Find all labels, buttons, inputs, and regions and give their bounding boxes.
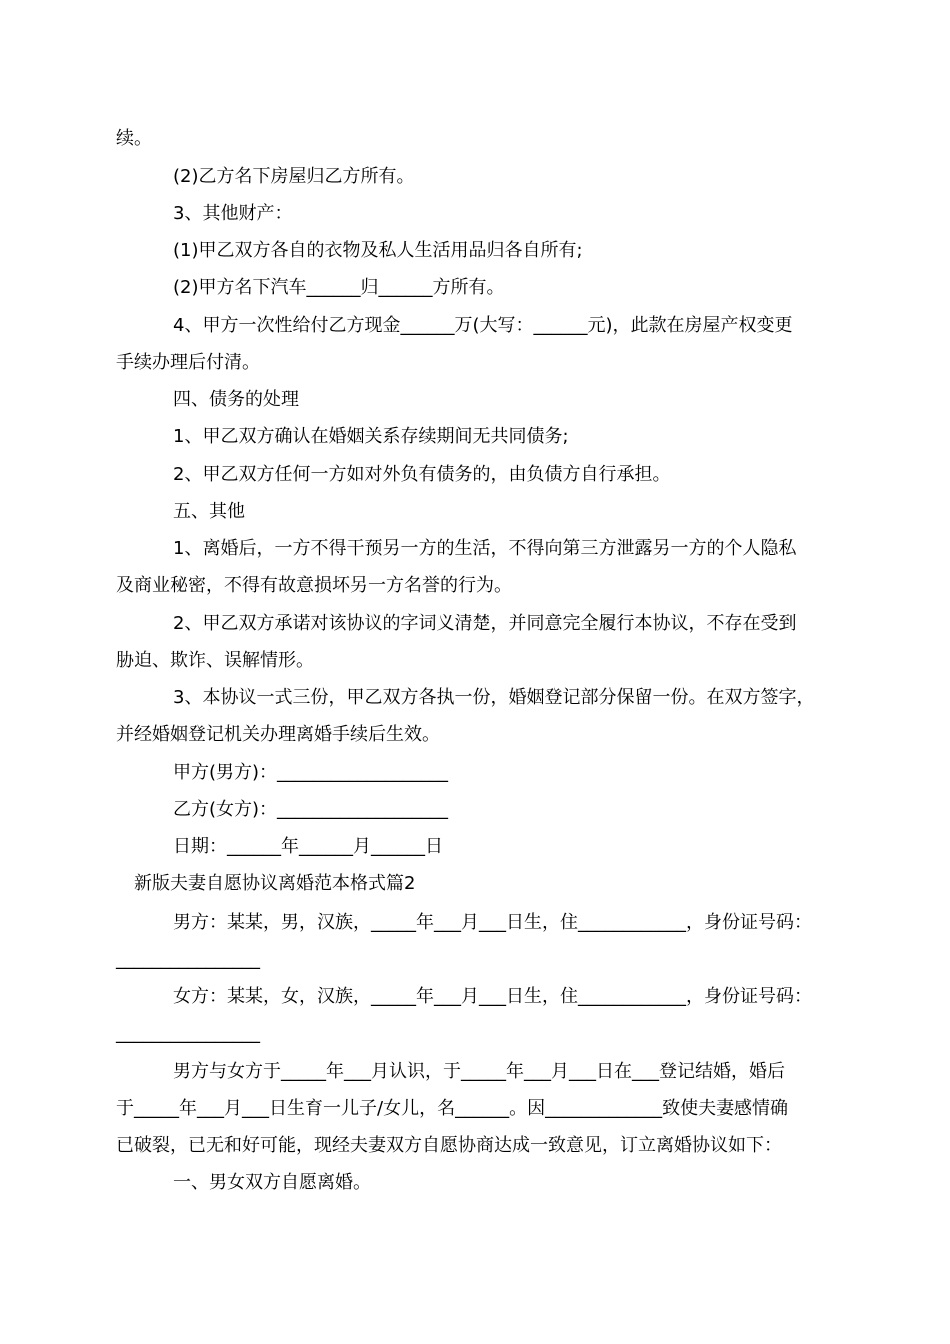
paragraph-line: 男方：某某，男，汉族，_____年___月___日生，住____________，身份证号码： xyxy=(173,912,812,933)
paragraph-line: 1、甲乙双方确认在婚姻关系存续期间无共同债务; xyxy=(173,426,569,447)
signature-line-party-a: 甲方(男方)：___________________ xyxy=(173,762,449,783)
paragraph-line: 并经婚姻登记机关办理离婚手续后生效。 xyxy=(116,724,440,745)
paragraph-line: 及商业秘密，不得有故意损坏另一方名誉的行为。 xyxy=(116,575,512,596)
paragraph-line: 4、甲方一次性给付乙方现金______万(大写：______元)，此款在房屋产权变更 xyxy=(173,315,793,336)
section-heading: 3、其他财产： xyxy=(173,203,293,224)
signature-line-party-b: 乙方(女方)：___________________ xyxy=(173,799,449,820)
paragraph-line: 于_____年___月___日生育一儿子/女儿，名______。因_____________致使夫妻感情确 xyxy=(116,1098,789,1119)
paragraph-line: 1、离婚后，一方不得干预另一方的生活，不得向第三方泄露另一方的个人隐私 xyxy=(173,538,797,559)
paragraph-line: 2、甲乙双方任何一方如对外负有债务的，由负债方自行承担。 xyxy=(173,464,671,485)
section-heading: 一、男女双方自愿离婚。 xyxy=(173,1172,371,1193)
paragraph-line: 女方：某某，女，汉族，_____年___月___日生，住____________，身份证号码： xyxy=(173,986,812,1007)
paragraph-line: 男方与女方于_____年___月认识，于_____年___月___日在___登记结婚，婚后 xyxy=(173,1061,785,1082)
paragraph-line: 2、甲乙双方承诺对该协议的字词义清楚，并同意完全履行本协议，不存在受到 xyxy=(173,613,797,634)
paragraph-line: 续。 xyxy=(116,128,152,149)
section-heading: 四、债务的处理 xyxy=(173,389,299,410)
paragraph-line: 已破裂，已无和好可能，现经夫妻双方自愿协商达成一致意见，订立离婚协议如下： xyxy=(116,1135,782,1156)
document-subtitle: 新版夫妻自愿协议离婚范本格式篇2 xyxy=(134,873,416,894)
paragraph-line: 3、本协议一式三份，甲乙双方各执一份，婚姻登记部分保留一份。在双方签字， xyxy=(173,687,815,708)
section-heading: 五、其他 xyxy=(173,501,245,522)
paragraph-line: 胁迫、欺诈、误解情形。 xyxy=(116,650,314,671)
paragraph-line: (1)甲乙双方各自的衣物及私人生活用品归各自所有; xyxy=(173,240,583,261)
paragraph-line: (2)甲方名下汽车______归______方所有。 xyxy=(173,277,505,298)
date-line: 日期：______年______月______日 xyxy=(173,836,443,857)
paragraph-line: (2)乙方名下房屋归乙方所有。 xyxy=(173,166,415,187)
blank-line: ________________ xyxy=(116,1023,260,1044)
blank-line: ________________ xyxy=(116,949,260,970)
paragraph-line: 手续办理后付清。 xyxy=(116,352,260,373)
